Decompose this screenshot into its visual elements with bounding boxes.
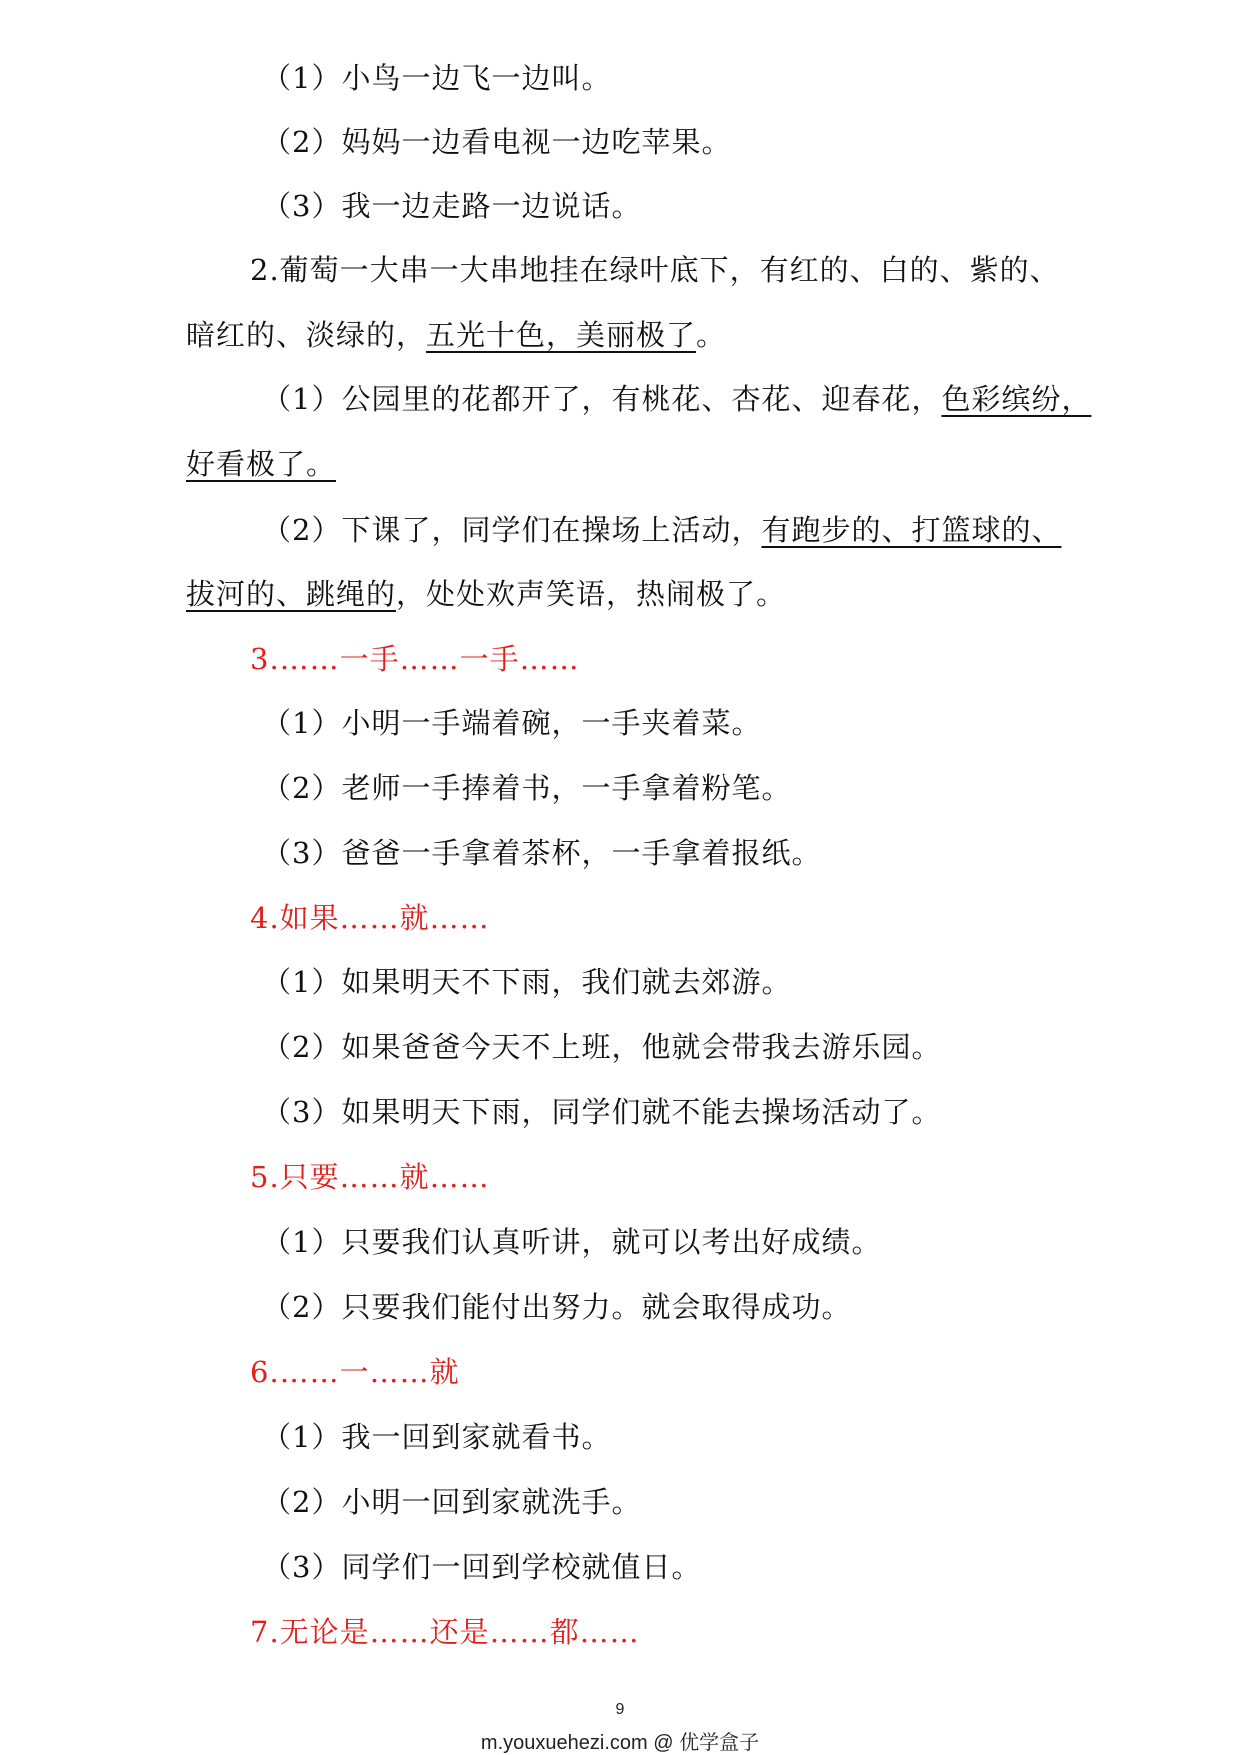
example-sentence bbox=[262, 1547, 701, 1587]
underlined-phrase: 色彩缤纷， bbox=[941, 382, 1092, 416]
sentence-text: （3）如果明天下雨，同学们就不能去操场活动了。 bbox=[262, 1095, 942, 1129]
paragraph-text: 。 bbox=[696, 318, 727, 352]
example-sentence bbox=[262, 1092, 941, 1132]
heading-text: 7.无论是……还是……都…… bbox=[250, 1615, 640, 1649]
example-sentence bbox=[262, 833, 821, 873]
example-sentence bbox=[262, 1417, 611, 1457]
example-sentence bbox=[262, 58, 611, 98]
section-heading bbox=[250, 1612, 640, 1652]
sentence-text: （1）如果明天不下雨，我们就去郊游。 bbox=[262, 965, 792, 999]
footer-source: m.youxuehezi.com @ 优学盒子 bbox=[480, 1732, 760, 1754]
sentence-text: （3）爸爸一手拿着茶杯，一手拿着报纸。 bbox=[262, 836, 822, 870]
sentence-text: （1）公园里的花都开了，有桃花、杏花、迎春花， bbox=[262, 382, 942, 416]
section-heading bbox=[250, 1352, 460, 1392]
paragraph-text: 2.葡萄一大串一大串地挂在绿叶底下，有红的、白的、紫的、 bbox=[250, 253, 1060, 287]
sentence-text: ，处处欢声笑语，热闹极了。 bbox=[396, 577, 787, 611]
sentence-text: （1）只要我们认真听讲，就可以考出好成绩。 bbox=[262, 1225, 882, 1259]
example-sentence bbox=[262, 703, 761, 743]
section-heading bbox=[250, 1157, 490, 1197]
sentence-text: （1）我一回到家就看书。 bbox=[262, 1420, 612, 1454]
underlined-phrase: 有跑步的、打篮球的、 bbox=[761, 513, 1062, 547]
sentence-text: （3）同学们一回到学校就值日。 bbox=[262, 1550, 702, 1584]
example-sentence bbox=[262, 962, 791, 1002]
paragraph-text: 暗红的、淡绿的， bbox=[186, 318, 427, 352]
example-sentence bbox=[262, 1222, 881, 1262]
example-sentence-cont bbox=[186, 444, 336, 484]
underlined-phrase: 好看极了。 bbox=[186, 447, 337, 481]
example-sentence bbox=[262, 379, 1091, 419]
sentence-text: （2）只要我们能付出努力。就会取得成功。 bbox=[262, 1290, 852, 1324]
heading-text: 5.只要……就…… bbox=[250, 1160, 490, 1194]
example-sentence-cont bbox=[186, 574, 786, 614]
example-sentence bbox=[262, 186, 641, 226]
sentence-text: （2）下课了，同学们在操场上活动， bbox=[262, 513, 762, 547]
section-2-paragraph-cont bbox=[186, 315, 726, 355]
example-sentence bbox=[262, 768, 791, 808]
section-heading bbox=[250, 639, 580, 679]
sentence-text: （2）妈妈一边看电视一边吃苹果。 bbox=[262, 125, 732, 159]
sentence-text: （2）如果爸爸今天不上班，他就会带我去游乐园。 bbox=[262, 1030, 942, 1064]
example-sentence bbox=[262, 1482, 641, 1522]
heading-text: 4.如果……就…… bbox=[250, 901, 490, 935]
heading-text: 3.……一手……一手…… bbox=[250, 642, 580, 676]
sentence-text: （1）小明一手端着碗，一手夹着菜。 bbox=[262, 706, 762, 740]
underlined-phrase: 拔河的、跳绳的 bbox=[186, 577, 397, 611]
page-number: 9 bbox=[615, 1701, 625, 1718]
example-sentence bbox=[262, 1027, 941, 1067]
example-sentence bbox=[262, 122, 731, 162]
underlined-phrase: 五光十色，美丽极了 bbox=[426, 318, 697, 352]
sentence-text: （1）小鸟一边飞一边叫。 bbox=[262, 61, 612, 95]
section-heading bbox=[250, 898, 490, 938]
example-sentence bbox=[262, 510, 1061, 550]
example-sentence bbox=[262, 1287, 851, 1327]
sentence-text: （2）老师一手捧着书，一手拿着粉笔。 bbox=[262, 771, 792, 805]
sentence-text: （3）我一边走路一边说话。 bbox=[262, 189, 642, 223]
sentence-text: （2）小明一回到家就洗手。 bbox=[262, 1485, 642, 1519]
section-2-paragraph bbox=[250, 250, 1060, 290]
heading-text: 6.……一……就 bbox=[250, 1355, 460, 1389]
